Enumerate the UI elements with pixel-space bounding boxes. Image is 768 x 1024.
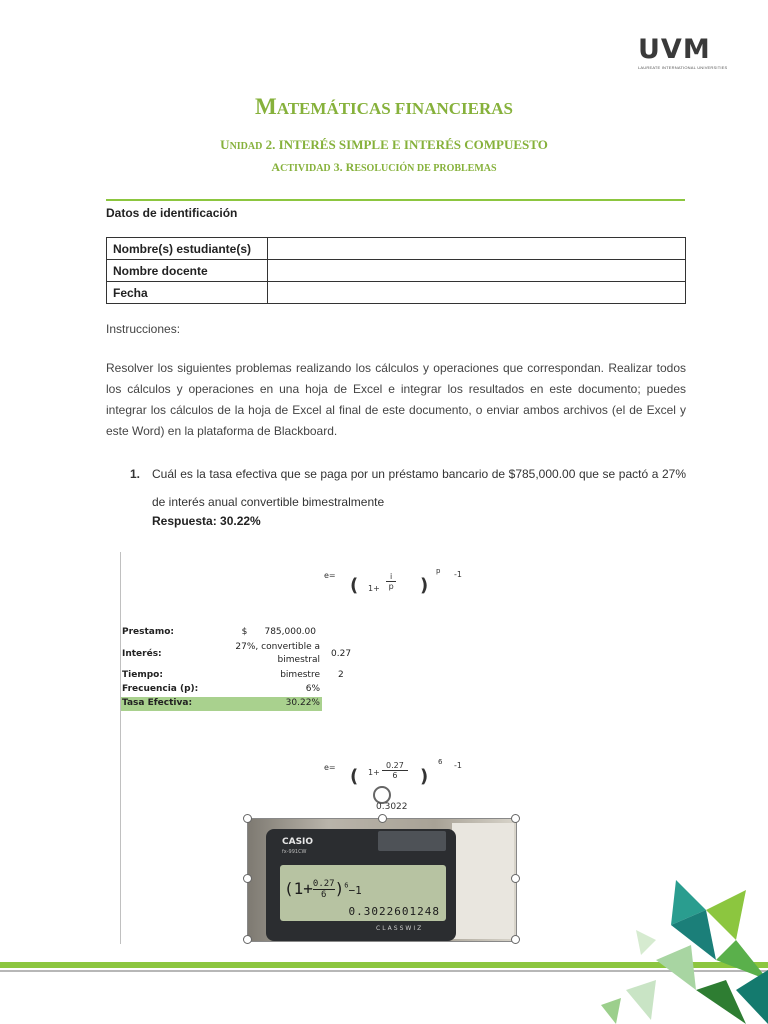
screen-expression: (1+ $\frac{0.27}{6}$ )$^6$−1 xyxy=(284,879,362,900)
fraction-numerator: 0.27 xyxy=(382,761,408,771)
unit-small: NIDAD xyxy=(229,141,263,152)
sheet-label: Interés: xyxy=(122,649,162,659)
unit-initial: U xyxy=(220,137,230,152)
sheet-value: $ 785,000.00 xyxy=(241,627,316,637)
screen-exponent: 6 xyxy=(344,881,349,890)
formula-exponent: p xyxy=(436,567,441,575)
answer-text: Respuesta: 30.22% xyxy=(152,514,261,528)
sheet-label: Tiempo: xyxy=(122,670,163,680)
resize-handle[interactable] xyxy=(243,814,252,823)
unit-heading xyxy=(0,137,768,153)
formula-e: e= xyxy=(324,763,336,772)
table-row xyxy=(107,282,686,304)
activity-heading xyxy=(0,160,768,175)
paren-open: ( xyxy=(350,575,359,596)
student-name-field[interactable] xyxy=(268,238,686,260)
formula-one-plus: 1+ xyxy=(368,768,380,777)
calculator-screen xyxy=(280,865,446,921)
paper-sheet xyxy=(452,823,514,939)
title-initial: M xyxy=(254,94,277,119)
row-label: Fecha xyxy=(107,282,268,304)
formula-minus-one: -1 xyxy=(454,570,462,579)
decorative-polygons-icon xyxy=(596,870,768,1024)
paren-open: ( xyxy=(350,766,359,787)
formula-minus-one: -1 xyxy=(454,761,462,770)
screen-result: 0.3022601248 xyxy=(348,905,440,918)
instructions-heading: Instrucciones: xyxy=(106,322,181,336)
title-rest: ATEMÁTICAS FINANCIERAS xyxy=(276,99,514,118)
activity-initial: A xyxy=(271,160,281,174)
fraction-denominator: p xyxy=(388,582,394,591)
resize-handle[interactable] xyxy=(243,874,252,883)
sheet-extra: 2 xyxy=(338,670,344,680)
screen-numerator: 0.27 xyxy=(312,879,335,889)
instructions-text: Resolver los siguientes problemas realizando los cálculos y operaciones que correspondan. Realizar todos los cálculos y operaciones en una hoja de Excel e integrar los resultados en este documento; puedes integrar los cálculos de la hoja de Excel al final de este documento, o enviar ambos archivos (el de Excel y este Word) en la plataforma de Blackboard. xyxy=(106,361,686,438)
formula-result: 0.3022 xyxy=(376,802,408,812)
calculator-photo[interactable] xyxy=(247,818,517,942)
resize-handle[interactable] xyxy=(511,935,520,944)
calculator-brand: CASIO xyxy=(282,837,314,847)
resize-handle[interactable] xyxy=(511,814,520,823)
calculator-series: CLASSWIZ xyxy=(376,925,424,932)
fraction-denominator: 6 xyxy=(392,771,398,780)
paren-close: ) xyxy=(420,766,429,787)
formula-exponent: 6 xyxy=(438,758,443,766)
date-field[interactable] xyxy=(268,282,686,304)
question-number: 1. xyxy=(130,467,141,481)
row-label: Nombre(s) estudiante(s) xyxy=(107,238,268,260)
identification-table xyxy=(106,237,686,304)
question-text: Cuál es la tasa efectiva que se paga por un préstamo bancario de $785,000.00 que se pactó a 27% de interés anual convertible bimestralmente xyxy=(152,467,686,509)
activity-mid: 3. R xyxy=(330,160,355,174)
sheet-value: 6% xyxy=(305,684,320,694)
resize-handle[interactable] xyxy=(511,874,520,883)
unit-rest: 2. INTERÉS SIMPLE E INTERÉS COMPUESTO xyxy=(262,137,548,152)
table-row xyxy=(107,238,686,260)
formula-e: e= xyxy=(324,571,336,580)
formula-fraction xyxy=(382,761,408,780)
activity-rest: ESOLUCIÓN DE PROBLEMAS xyxy=(354,163,497,174)
formula-one-plus: 1+ xyxy=(368,584,380,593)
row-label: Nombre docente xyxy=(107,260,268,282)
screen-denominator: 6 xyxy=(321,890,327,900)
document-title xyxy=(0,94,768,120)
calculator-model: fx-991CW xyxy=(282,849,307,855)
sheet-label: Prestamo: xyxy=(122,627,175,637)
uvm-logo xyxy=(638,34,728,74)
solar-panel xyxy=(378,831,446,851)
sheet-value: bimestre xyxy=(280,670,320,680)
question-1 xyxy=(106,460,686,516)
sheet-extra: 0.27 xyxy=(331,649,352,659)
resize-handle[interactable] xyxy=(243,935,252,944)
table-row xyxy=(107,260,686,282)
sheet-value: 30.22% xyxy=(285,698,320,708)
header-divider xyxy=(106,199,685,201)
logo-text: UVM xyxy=(638,34,711,65)
teacher-name-field[interactable] xyxy=(268,260,686,282)
sheet-label: Tasa Efectiva: xyxy=(122,698,193,708)
identification-heading: Datos de identificación xyxy=(106,206,238,220)
paren-close: ) xyxy=(420,575,429,596)
activity-small: CTIVIDAD xyxy=(280,163,331,174)
formula-fraction xyxy=(386,572,396,591)
resize-handle[interactable] xyxy=(378,814,387,823)
sheet-value: 27%, convertible a bimestral xyxy=(235,642,320,665)
fraction-numerator: i xyxy=(386,572,396,582)
image-left-border xyxy=(120,552,121,944)
sheet-label: Frecuencia (p): xyxy=(122,684,199,694)
logo-subtitle: LAUREATE INTERNATIONAL UNIVERSITIES xyxy=(638,65,728,70)
calculator-body xyxy=(266,829,456,941)
